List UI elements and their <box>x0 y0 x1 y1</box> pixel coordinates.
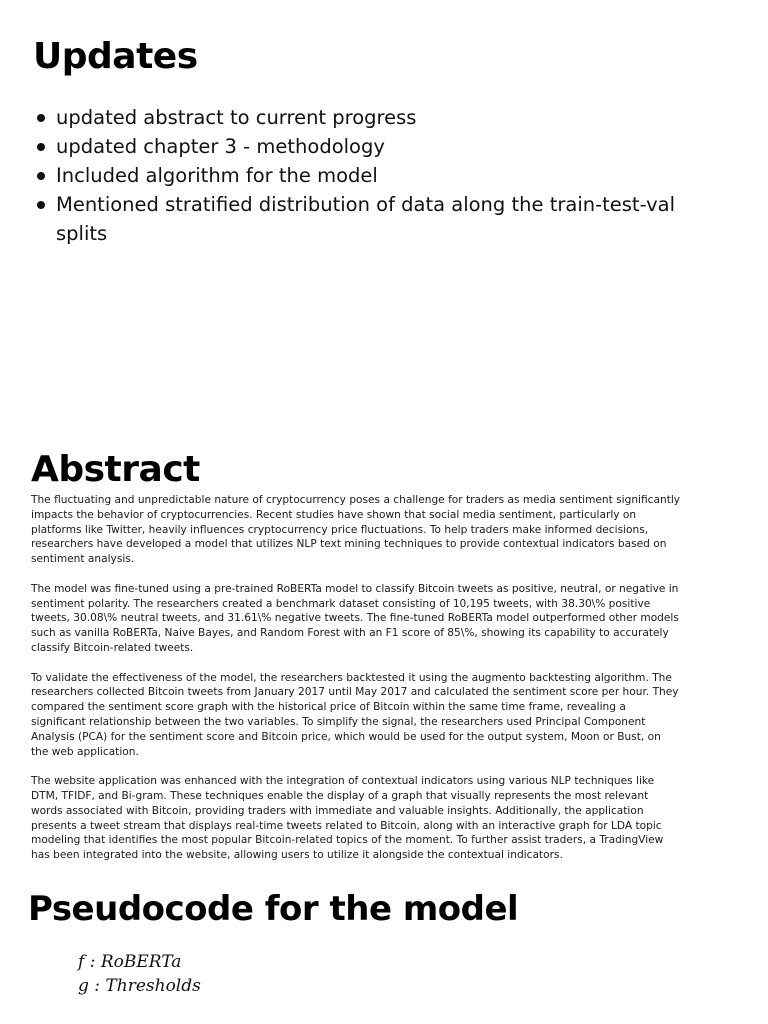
updates-list <box>35 103 675 248</box>
updates-item-text: Included algorithm for the model <box>56 164 378 187</box>
pseudocode-line: g : Thresholds <box>78 976 201 996</box>
bullet-icon <box>37 201 45 209</box>
pseudocode-line: f : RoBERTa <box>78 952 182 972</box>
updates-list-item <box>35 161 675 190</box>
abstract-body <box>31 493 681 878</box>
bullet-icon <box>37 143 45 151</box>
updates-item-text: Mentioned stratified distribution of data along the train-test-val splits <box>56 193 675 245</box>
pseudocode-heading: Pseudocode for the model <box>28 889 519 929</box>
abstract-paragraph: To validate the effectiveness of the model, the researchers backtested it using the augmento backtesting algorithm. The researchers collected Bitcoin tweets from January 2017 until May 2017 and calculated the sentiment score per hour. They compared the sentiment score graph with the historical price of Bitcoin within the same time frame, revealing a significant relationship between the two variables. To simplify the signal, the researchers used Principal Component Analysis (PCA) for the sentiment score and Bitcoin price, which would be used for the output system, Moon or Bust, on the web application. <box>31 671 679 758</box>
updates-item-text: updated chapter 3 - methodology <box>56 135 385 158</box>
updates-item-text: updated abstract to current progress <box>56 106 417 129</box>
abstract-heading: Abstract <box>31 449 200 490</box>
updates-list-item <box>35 132 675 161</box>
bullet-icon <box>37 114 45 122</box>
bullet-icon <box>37 172 45 180</box>
abstract-paragraph: The website application was enhanced with the integration of contextual indicators using various NLP techniques like DTM, TFIDF, and Bi-gram. These techniques enable the display of a graph that visually represents the most relevant words associated with Bitcoin, providing traders with immediate and valuable insights. Additionally, the application presents a tweet stream that displays real-time tweets related to Bitcoin, along with an interactive graph for LDA topic modeling that identifies the most popular Bitcoin-related topics of the moment. To further assist traders, a TradingView has been integrated into the website, allowing users to utilize it alongside the contextual indicators. <box>31 775 664 862</box>
updates-list-item <box>35 103 675 132</box>
abstract-paragraph: The fluctuating and unpredictable nature of cryptocurrency poses a challenge for traders as media sentiment significantly impacts the behavior of cryptocurrencies. Recent studies have shown that social media sentiment, particularly on platforms like Twitter, heavily influences cryptocurrency price fluctuations. To help traders make informed decisions, researchers have developed a model that utilizes NLP text mining techniques to provide contextual indicators based on sentiment analysis. <box>31 494 681 566</box>
pseudocode-block <box>78 950 201 998</box>
updates-list-item <box>35 190 675 248</box>
updates-heading: Updates <box>33 36 198 77</box>
abstract-paragraph: The model was fine-tuned using a pre-trained RoBERTa model to classify Bitcoin tweets as positive, neutral, or negative in sentiment polarity. The researchers created a benchmark dataset consisting of 10,195 tweets, with 38.30\% positive tweets, 30.08\% neutral tweets, and 31.61\% negative tweets. The fine-tuned RoBERTa model outperformed other models such as vanilla RoBERTa, Naive Bayes, and Random Forest with an F1 score of 85\%, showing its capability to accurately classify Bitcoin-related tweets. <box>31 582 679 654</box>
